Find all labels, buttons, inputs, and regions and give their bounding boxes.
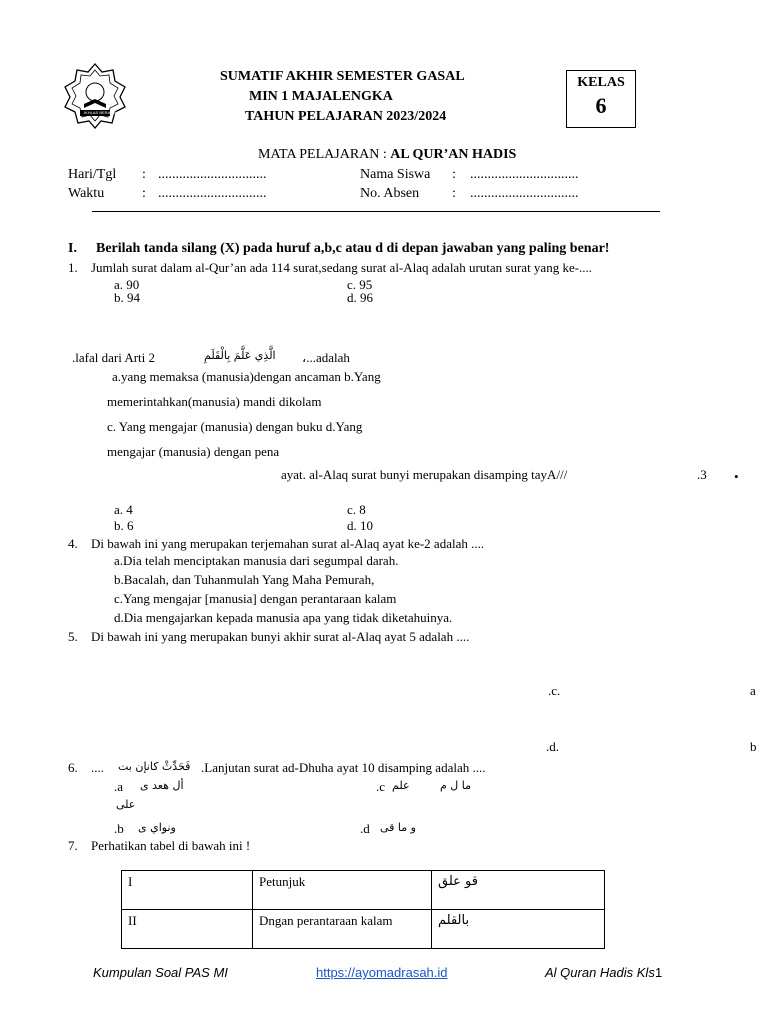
footer-left: Kumpulan Soal PAS MI <box>93 965 228 980</box>
q6-option-d-arabic[interactable]: و ما قى <box>380 821 416 834</box>
waktu-label: Waktu <box>68 186 105 201</box>
table-cell-meaning: Petunjuk <box>253 871 432 910</box>
q3-number: .3 <box>697 467 707 482</box>
absen-colon: : <box>452 186 456 201</box>
q6-option-d-label[interactable]: .d <box>360 821 370 836</box>
table-row <box>122 871 605 910</box>
q5-option-b[interactable]: b <box>750 739 757 754</box>
q1-option-b[interactable]: b. 94 <box>114 290 140 305</box>
q2-prefix: .lafal dari Arti 2 <box>72 350 156 365</box>
waktu-colon: : <box>142 186 146 201</box>
q7-text: Perhatikan tabel di bawah ini ! <box>91 838 251 853</box>
q6-option-c-label[interactable]: .c <box>376 779 386 794</box>
q2-arabic: الَّذِي عَلَّمَ بِالْقَلَمِ <box>204 349 276 362</box>
nama-colon: : <box>452 167 456 182</box>
q6-dots: .... <box>91 760 104 775</box>
q6-option-a-arabic[interactable]: أل هعد ى <box>140 779 184 792</box>
subject-line <box>258 147 516 163</box>
q6-option-c-arabic[interactable]: علم <box>392 779 410 792</box>
q1-number: 1. <box>68 260 78 275</box>
logo-caption: IKHLAS BERAMAL <box>84 110 119 115</box>
ministry-logo <box>62 62 128 130</box>
q1-text: Jumlah surat dalam al-Qur’an ada 114 surat,sedang surat al-Alaq adalah urutan surat yang ke-.... <box>91 260 593 275</box>
school-name: MIN 1 MAJALENGKA <box>249 89 393 104</box>
q5-option-c[interactable]: .c. <box>548 683 561 698</box>
q4-option-b[interactable]: b.Bacalah, dan Tuhanmulah Yang Maha Pemurah, <box>114 572 375 587</box>
class-label: KELAS <box>577 75 625 90</box>
q4-option-d[interactable]: d.Dia mengajarkan kepada manusia apa yang tidak diketahuinya. <box>114 610 453 625</box>
hari-colon: : <box>142 167 146 182</box>
q2-line3[interactable]: c. Yang mengajar (manusia) dengan buku d.Yang <box>107 419 363 434</box>
table-cell-arabic: بالقلم <box>432 910 605 949</box>
table-cell-arabic: قو علق <box>432 871 605 910</box>
q4-option-c[interactable]: c.Yang mengajar [manusia] dengan perantaraan kalam <box>114 591 397 606</box>
q6-arabic: فَحَدِّثْ كانإن بت <box>118 760 191 773</box>
q7-table <box>121 870 605 949</box>
q6-option-a-label[interactable]: .a <box>114 779 124 794</box>
q4-text: Di bawah ini yang merupakan terjemahan surat al-Alaq ayat ke-2 adalah .... <box>91 536 485 551</box>
absen-field[interactable]: ............................... <box>470 186 579 201</box>
q1-option-c[interactable]: c. 95 <box>347 277 373 292</box>
absen-label: No. Absen <box>360 186 420 201</box>
q3-option-d[interactable]: d. 10 <box>347 518 373 533</box>
q5-text: Di bawah ini yang merupakan bunyi akhir surat al-Alaq ayat 5 adalah .... <box>91 629 470 644</box>
q3-text: ayat. al-Alaq surat bunyi merupakan disamping tayA/// <box>281 467 568 482</box>
subject-name: AL QUR’AN HADIS <box>390 147 517 162</box>
q6-option-b-label[interactable]: .b <box>114 821 124 836</box>
footer-right: Al Quran Hadis Kls <box>545 965 655 980</box>
hari-label: Hari/Tgl <box>68 167 117 182</box>
q5-number: 5. <box>68 629 78 644</box>
q2-line2[interactable]: memerintahkan(manusia) mandi dikolam <box>107 394 322 409</box>
q2-line4[interactable]: mengajar (manusia) dengan pena <box>107 444 280 459</box>
class-box <box>566 70 636 128</box>
q4-option-a[interactable]: a.Dia telah menciptakan manusia dari segumpal darah. <box>114 553 399 568</box>
table-row <box>122 910 605 949</box>
footer-link[interactable]: https://ayomadrasah.id <box>316 965 448 980</box>
q6-number: 6. <box>68 760 78 775</box>
q6-option-b-arabic[interactable]: ونواي ى <box>138 821 176 834</box>
school-year: TAHUN PELAJARAN 2023/2024 <box>245 109 447 124</box>
table-cell-number: II <box>122 910 253 949</box>
q1-option-d[interactable]: d. 96 <box>347 290 373 305</box>
q3-option-a[interactable]: a. 4 <box>114 502 133 517</box>
q6-text: .Lanjutan surat ad-Dhuha ayat 10 disamping adalah .... <box>201 760 486 775</box>
class-number: 6 <box>595 93 607 118</box>
q3-option-c[interactable]: c. 8 <box>347 502 366 517</box>
q5-option-a[interactable]: a <box>750 683 756 698</box>
nama-label: Nama Siswa <box>360 167 431 182</box>
section-roman: I. <box>68 241 77 256</box>
table-cell-meaning: Dngan perantaraan kalam <box>253 910 432 949</box>
nama-field[interactable]: ............................... <box>470 167 579 182</box>
exam-title: SUMATIF AKHIR SEMESTER GASAL <box>220 69 465 84</box>
q6-option-c-extra: ما ل م <box>440 779 472 792</box>
hari-field[interactable]: ............................... <box>158 167 267 182</box>
q4-number: 4. <box>68 536 78 551</box>
footer-page-number: 1 <box>655 965 663 980</box>
q1-option-a[interactable]: a. 90 <box>114 277 140 292</box>
subject-prefix: MATA PELAJARAN : <box>258 147 391 162</box>
q3-option-b[interactable]: b. 6 <box>114 518 134 533</box>
q3-bullet: • <box>734 469 739 484</box>
q2-line1[interactable]: a.yang memaksa (manusia)dengan ancaman b.Yang <box>112 369 381 384</box>
q7-number: 7. <box>68 838 78 853</box>
q5-option-d[interactable]: .d. <box>546 739 559 754</box>
q2-suffix: ،...adalah <box>302 350 350 365</box>
waktu-field[interactable]: ............................... <box>158 186 267 201</box>
table-cell-number: I <box>122 871 253 910</box>
section-instruction: Berilah tanda silang (X) pada huruf a,b,c atau d di depan jawaban yang paling benar! <box>96 241 610 256</box>
header-divider <box>92 211 660 212</box>
q6-option-a-extra: على <box>116 798 136 811</box>
